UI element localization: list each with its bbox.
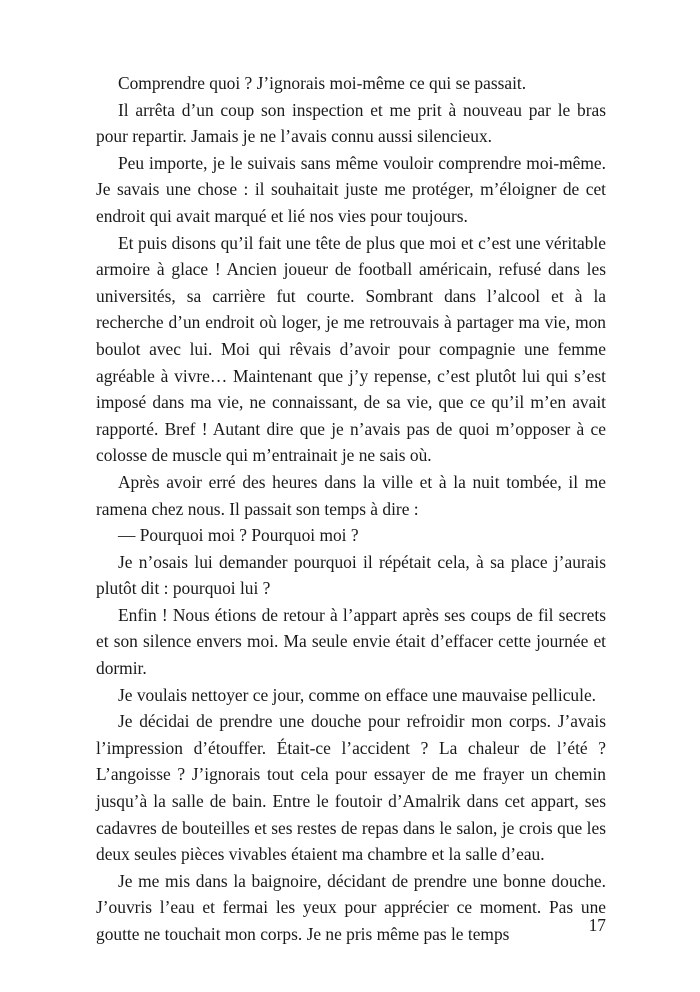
paragraph-11: Je me mis dans la baignoire, décidant de prendre une bonne douche. J’ouvris l’eau et fermai les yeux pour apprécier ce moment. Pas une goutte ne touchait mon corps. Je ne pris même pas le temps	[96, 870, 606, 944]
paragraph-5: Après avoir erré des heures dans la ville et à la nuit tombée, il me ramena chez nous. Il passait son temps à dire :	[96, 471, 606, 519]
paragraph-10: Je décidai de prendre une douche pour refroidir mon corps. J’avais l’impression d’étouffer. Était-ce l’accident ? La chaleur de l’été ? L’angoisse ? J’ignorais tout cela pour essayer de me frayer un chemin jusqu’à la salle de bain. Entre le foutoir d’Amalrik dans cet appart, ses cadavres de bouteilles et ses restes de repas dans le salon, je crois que les deux seules pièces vivables étaient ma chambre et la salle d’eau.	[96, 711, 606, 865]
paragraph-7: Je n’osais lui demander pourquoi il répétait cela, à sa place j’aurais plutôt dit : pourquoi lui ?	[96, 551, 606, 599]
paragraph-8: Enfin ! Nous étions de retour à l’appart après ses coups de fil secrets et son silence envers moi. Ma seule envie était d’effacer cette journée et dormir.	[96, 604, 606, 679]
page-body	[96, 70, 606, 948]
paragraph-2: Il arrêta d’un coup son inspection et me prit à nouveau par le bras pour repartir. Jamais je ne l’avais connu aussi silencieux.	[96, 99, 606, 147]
paragraph-4: Et puis disons qu’il fait une tête de plus que moi et c’est une véritable armoire à glace ! Ancien joueur de football américain, refusé dans les universités, sa carrière fut courte. Sombrant dans l’alcool et à la recherche d’un endroit où loger, je me retrouvais à partager ma vie, mon boulot avec lui. Moi qui rêvais d’avoir pour compagnie une femme agréable à vivre… Maintenant que j’y repense, c’est plutôt lui qui s’est imposé dans ma vie, ne connaissant, de sa vie, que ce qu’il m’en avait rapporté. Bref ! Autant dire que je n’avais pas de quoi m’opposer à ce colosse de muscle qui m’entrainait je ne sais où.	[96, 232, 606, 466]
paragraph-9: Je voulais nettoyer ce jour, comme on efface une mauvaise pellicule.	[118, 684, 597, 705]
paragraph-1: Comprendre quoi ? J’ignorais moi-même ce qui se passait.	[118, 73, 527, 93]
paragraph-3: Peu importe, je le suivais sans même vouloir comprendre moi-même. Je savais une chose : il souhaitait juste me protéger, m’éloigner de cet endroit qui avait marqué et lié nos vies pour toujours.	[96, 152, 606, 226]
page-number: 17	[588, 915, 606, 935]
paragraph-6-dialogue: — Pourquoi moi ? Pourquoi moi ?	[118, 525, 359, 546]
